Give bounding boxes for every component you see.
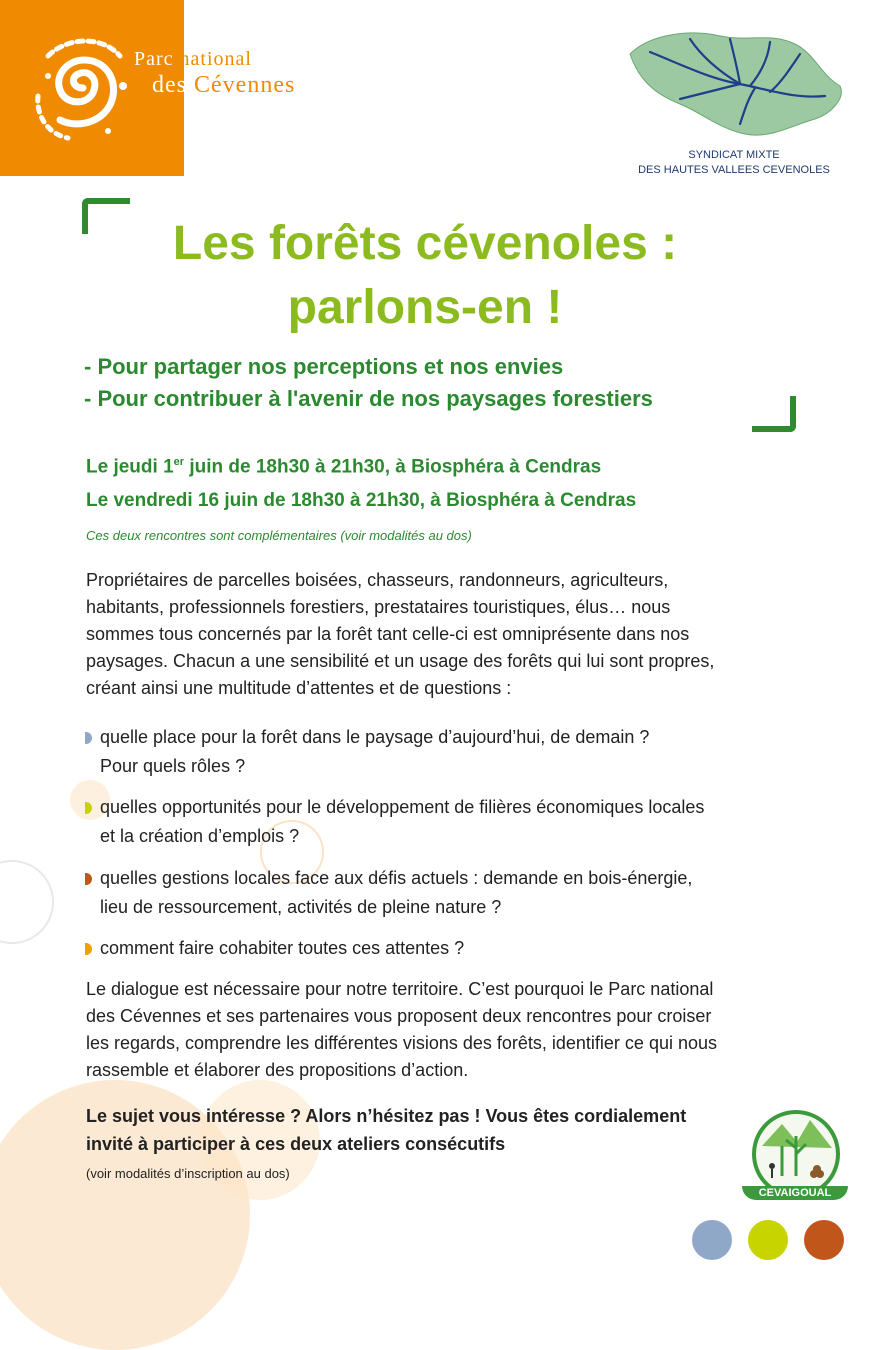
- logo-word-des: des: [152, 72, 187, 98]
- cta-line2: invité à participer à ces deux ateliers consécutifs: [86, 1134, 506, 1154]
- cevaigoual-label: CEVAIGOUAL: [742, 1186, 848, 1200]
- intro-line: habitants, professionnels forestiers, prestataires touristiques, élus… nous: [86, 597, 671, 617]
- cta-line1: Le sujet vous intéresse ? Alors n’hésitez pas ! Vous êtes cordialement: [86, 1106, 687, 1126]
- dialogue-paragraph: [86, 976, 786, 1084]
- syndicat-line1: SYNDICAT MIXTE: [688, 149, 780, 161]
- dialogue-line: Le dialogue est nécessaire pour notre territoire. C’est pourquoi le Parc national: [86, 979, 714, 999]
- corner-dot-green: [748, 1220, 788, 1260]
- intro-line: Propriétaires de parcelles boisées, chasseurs, randonneurs, agriculteurs,: [86, 570, 669, 590]
- subtitle-2: - Pour contribuer à l'avenir de nos paysages forestiers: [84, 386, 653, 411]
- bullet-line: quelles opportunités pour le développement de filières économiques locales: [100, 797, 705, 817]
- bullet-line: lieu de ressourcement, activités de pleine nature ?: [100, 897, 502, 917]
- dialogue-line: les regards, comprendre les différentes visions des forêts, identifier ce qui nous: [86, 1033, 717, 1053]
- intro-line: créant ainsi une multitude d’attentes et de questions :: [86, 678, 512, 698]
- corner-dot-blue: [692, 1220, 732, 1260]
- registration-note: (voir modalités d’inscription au dos): [86, 1166, 290, 1181]
- bullet-line: comment faire cohabiter toutes ces attentes ?: [100, 938, 465, 958]
- logo-word-national: national: [179, 48, 252, 70]
- dialogue-line: des Cévennes et ses partenaires vous proposent deux rencontres pour croiser: [86, 1006, 712, 1026]
- date1-prefix: Le jeudi 1: [86, 456, 174, 478]
- intro-paragraph: [86, 567, 786, 702]
- logo-text-line2: [152, 72, 295, 99]
- call-to-action: [86, 1102, 766, 1158]
- swirl-logo-icon: [28, 26, 138, 146]
- bullet-line: quelle place pour la forêt dans le paysage d’aujourd’hui, de demain ?: [100, 727, 650, 747]
- subtitle-1: - Pour partager nos perceptions et nos envies: [84, 354, 564, 379]
- bullet-line: Pour quels rôles ?: [100, 756, 246, 776]
- date1-ordinal: er: [173, 456, 185, 468]
- bullet-line: quelles gestions locales face aux défis actuels : demande en bois-énergie,: [100, 868, 693, 888]
- bullet-item: [86, 864, 786, 922]
- bracket-bottom-right: [752, 396, 796, 432]
- intro-line: sommes tous concernés par la forêt tant celle-ci est omniprésente dans nos: [86, 624, 690, 644]
- bullet-item: [86, 723, 786, 781]
- valley-map-icon: [620, 24, 848, 144]
- logo-word-cevennes: Cévennes: [194, 72, 296, 98]
- date1-suffix: juin de 18h30 à 21h30, à Biosphéra à Cendras: [184, 456, 602, 478]
- logo-word-parc: Parc: [134, 48, 174, 70]
- page-title: [80, 212, 770, 340]
- bullet-line: et la création d’emplois ?: [100, 826, 300, 846]
- event-date-2: Le vendredi 16 juin de 18h30 à 21h30, à Biosphéra à Cendras: [86, 490, 637, 511]
- meetings-note: Ces deux rencontres sont complémentaires (voir modalités au dos): [86, 528, 472, 543]
- title-line1: Les forêts cévenoles :: [172, 217, 678, 270]
- syndicat-line2: DES HAUTES VALLEES CEVENOLES: [638, 164, 830, 176]
- logo-text-line1: [134, 48, 252, 71]
- bullet-item: [86, 934, 786, 963]
- title-line2: parlons-en !: [287, 281, 563, 334]
- event-date-1: [86, 456, 601, 478]
- decor-circle-outline: [0, 860, 54, 944]
- syndicat-caption: [616, 148, 852, 178]
- dialogue-line: rassemble et élaborer des propositions d’action.: [86, 1060, 469, 1080]
- corner-dot-rust: [804, 1220, 844, 1260]
- intro-line: paysages. Chacun a une sensibilité et un usage des forêts qui lui sont propres,: [86, 651, 715, 671]
- bullet-item: [86, 793, 786, 851]
